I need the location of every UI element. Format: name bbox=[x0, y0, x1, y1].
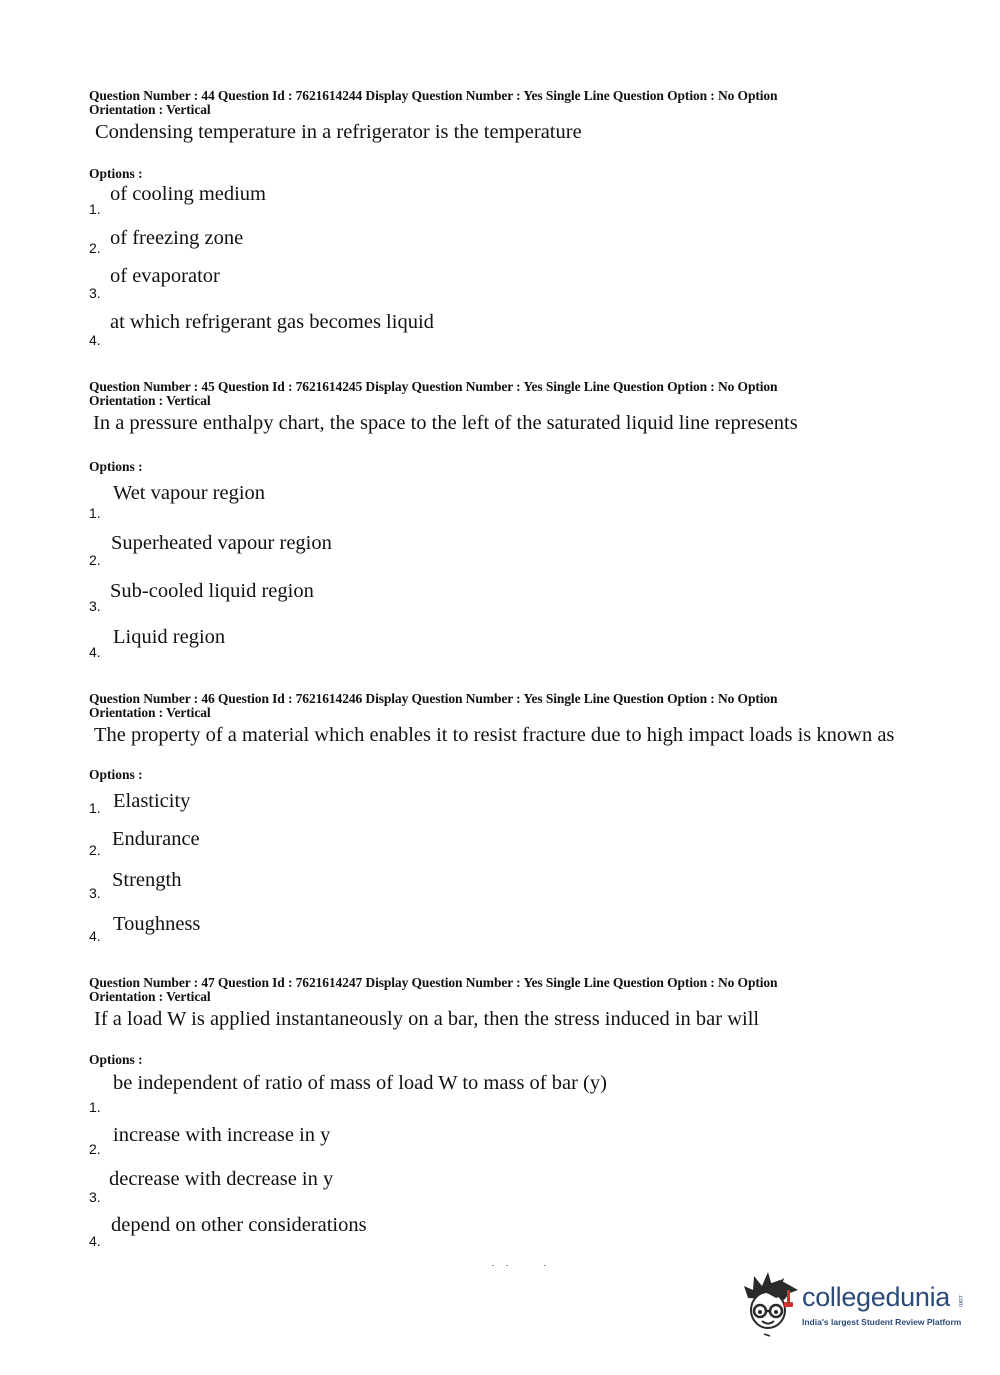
question-meta bbox=[89, 380, 919, 408]
option-item bbox=[89, 311, 889, 351]
options-label: Options : bbox=[89, 1052, 143, 1067]
question-text: If a load W is applied instantaneously on a bar, then the stress induced in bar will bbox=[94, 1008, 760, 1030]
option-item bbox=[89, 1072, 889, 1115]
question-meta-line2: Orientation : Vertical bbox=[89, 102, 211, 117]
logo-dotcom: .com bbox=[957, 1294, 963, 1308]
question-meta bbox=[89, 976, 919, 1004]
option-text: of evaporator bbox=[110, 265, 220, 287]
question-meta-line2: Orientation : Vertical bbox=[89, 393, 211, 408]
option-text: depend on other considerations bbox=[111, 1214, 367, 1236]
question-block bbox=[89, 379, 919, 660]
option-item bbox=[89, 265, 889, 305]
option-number: 3. bbox=[89, 598, 101, 614]
logo-tagline: India's largest Student Review Platform bbox=[802, 1317, 962, 1327]
option-number: 1. bbox=[89, 201, 101, 217]
question-meta-line2: Orientation : Vertical bbox=[89, 705, 211, 720]
question-meta-line1: Question Number : 47 Question Id : 7621614247 Display Question Number : Yes Single Line Question Option : No Option bbox=[89, 975, 778, 990]
option-number: 1. bbox=[89, 800, 101, 816]
option-number: 2. bbox=[89, 1141, 101, 1157]
option-number: 3. bbox=[89, 885, 101, 901]
option-text: increase with increase in y bbox=[113, 1124, 331, 1146]
options-label: Options : bbox=[89, 767, 143, 782]
option-number: 1. bbox=[89, 1099, 101, 1115]
option-item bbox=[89, 828, 889, 868]
question-meta bbox=[89, 692, 919, 720]
option-item bbox=[89, 913, 889, 953]
option-text: Toughness bbox=[113, 913, 201, 935]
option-text: Endurance bbox=[112, 828, 200, 850]
question-meta-line1: Question Number : 45 Question Id : 7621614245 Display Question Number : Yes Single Line Question Option : No Option bbox=[89, 379, 778, 394]
question-block bbox=[89, 88, 919, 348]
question-text: The property of a material which enables it to resist fracture due to high impact loads is known as bbox=[94, 724, 895, 746]
options-label: Options : bbox=[89, 166, 143, 181]
question-meta bbox=[89, 89, 919, 117]
option-number: 3. bbox=[89, 285, 101, 301]
option-text: of cooling medium bbox=[110, 183, 267, 205]
question-block bbox=[89, 975, 919, 1249]
option-text: decrease with decrease in y bbox=[109, 1168, 334, 1190]
option-item bbox=[89, 869, 889, 909]
option-number: 2. bbox=[89, 552, 101, 568]
option-number: 4. bbox=[89, 1233, 101, 1249]
question-text: In a pressure enthalpy chart, the space to the left of the saturated liquid line represents bbox=[93, 412, 798, 434]
option-item bbox=[89, 626, 889, 666]
option-text: Wet vapour region bbox=[113, 482, 266, 504]
option-item bbox=[89, 790, 889, 830]
option-text: of freezing zone bbox=[110, 227, 244, 249]
option-text: Superheated vapour region bbox=[111, 532, 332, 554]
option-text: at which refrigerant gas becomes liquid bbox=[110, 311, 434, 333]
question-meta-line2: Orientation : Vertical bbox=[89, 989, 211, 1004]
option-text: Elasticity bbox=[113, 790, 191, 812]
option-number: 4. bbox=[89, 332, 101, 348]
option-number: 4. bbox=[89, 928, 101, 944]
option-item bbox=[89, 1214, 889, 1254]
option-number: 3. bbox=[89, 1189, 101, 1205]
scan-specks bbox=[492, 1265, 548, 1267]
question-block bbox=[89, 691, 919, 944]
question-meta-line1: Question Number : 44 Question Id : 7621614244 Display Question Number : Yes Single Line Question Option : No Option bbox=[89, 88, 778, 103]
logo-wordmark: collegedunia bbox=[802, 1282, 951, 1312]
option-number: 2. bbox=[89, 842, 101, 858]
option-number: 1. bbox=[89, 505, 101, 521]
option-text: Sub-cooled liquid region bbox=[110, 580, 314, 602]
option-item bbox=[89, 532, 889, 572]
option-text: be independent of ratio of mass of load W to mass of bar (y) bbox=[113, 1072, 607, 1094]
option-text: Strength bbox=[112, 869, 182, 891]
collegedunia-logo bbox=[740, 1268, 970, 1338]
question-meta-line1: Question Number : 46 Question Id : 7621614246 Display Question Number : Yes Single Line Question Option : No Option bbox=[89, 691, 778, 706]
option-text: Liquid region bbox=[113, 626, 226, 648]
option-number: 2. bbox=[89, 240, 101, 256]
options-label: Options : bbox=[89, 459, 143, 474]
option-item bbox=[89, 183, 889, 223]
option-item bbox=[89, 482, 889, 522]
option-item bbox=[89, 580, 889, 620]
option-item bbox=[89, 1168, 889, 1208]
question-text: Condensing temperature in a refrigerator is the temperature bbox=[95, 121, 582, 143]
option-item bbox=[89, 1124, 889, 1164]
option-item bbox=[89, 227, 889, 267]
mascot-icon bbox=[740, 1268, 802, 1338]
option-number: 4. bbox=[89, 644, 101, 660]
